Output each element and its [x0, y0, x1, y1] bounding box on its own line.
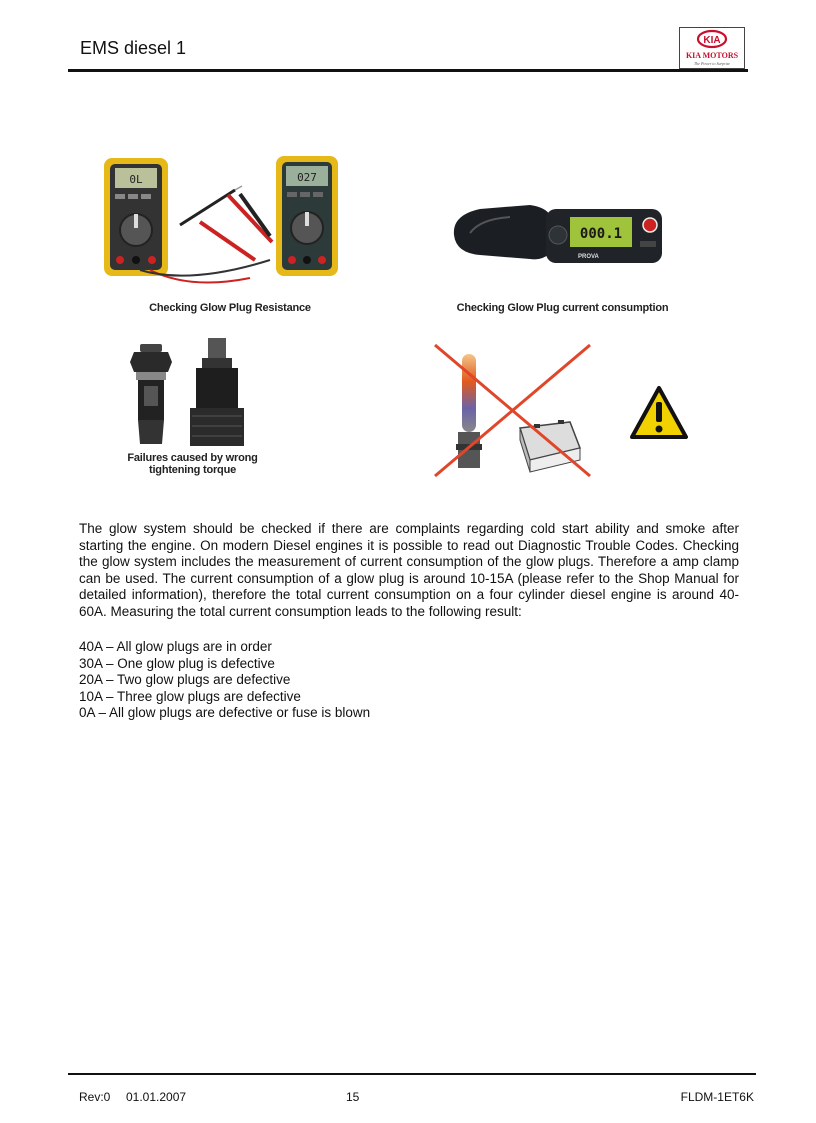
- no-battery-test-image: [430, 340, 595, 480]
- header-divider: [68, 69, 748, 72]
- torque-caption-line1: Failures caused by wrong: [127, 452, 258, 464]
- footer-revision: Rev:0: [79, 1090, 111, 1104]
- document-code: FLDM-1ET6K: [680, 1090, 754, 1104]
- svg-text:027: 027: [297, 171, 317, 184]
- page-number: 15: [346, 1090, 360, 1104]
- battery-icon: [520, 420, 580, 472]
- glow-plug-right-icon: [190, 338, 244, 446]
- body-paragraph: The glow system should be checked if there are complaints regarding cold start ability and smoke after starting the engine. On modern Diesel engines it is possible to read out Diagnostic Trouble Codes. Checking the glow system includes the measurement of current consumption of the glow plugs. Therefore a amp clamp can be used. The current consumption of a glow plug is around 10-15A (please refer to the Shop Manual for detailed information), therefore the total current consumption on a four cylinder diesel engine is around 40-60A. Measuring the total current consumption leads to the following result:: [79, 521, 739, 619]
- logo-tagline-text: The Power to Surprise: [693, 61, 731, 66]
- current-caption: Checking Glow Plug current consumption: [456, 302, 669, 314]
- page-title: EMS diesel 1: [80, 38, 187, 58]
- multimeter-left-icon: [104, 158, 168, 276]
- torque-caption: [105, 452, 280, 476]
- clamp-meter-image: [450, 195, 665, 270]
- footer-divider: [68, 1073, 756, 1075]
- glow-plug-left-icon: [130, 344, 172, 444]
- footer-date: 01.01.2007: [126, 1090, 187, 1104]
- result-item: 30A – One glow plug is defective: [79, 655, 275, 671]
- svg-text:PROVA: PROVA: [578, 254, 599, 260]
- logo-brand-text: KIA: [703, 35, 721, 46]
- cross-out-icon: [435, 345, 590, 476]
- svg-text:0L: 0L: [129, 173, 143, 186]
- result-item: 0A – All glow plugs are defective or fuse is blown: [79, 705, 371, 721]
- svg-text:000.1: 000.1: [579, 226, 623, 242]
- result-item: 20A – Two glow plugs are defective: [79, 672, 291, 688]
- glowing-plug-icon: [456, 354, 482, 468]
- multimeter-right-icon: [276, 156, 338, 276]
- damaged-glow-plugs-image: [120, 336, 268, 448]
- results-list: [79, 639, 370, 722]
- multimeter-resistance-image: [100, 150, 350, 290]
- resistance-caption: Checking Glow Plug Resistance: [149, 302, 311, 314]
- kia-motors-logo: [679, 27, 745, 69]
- logo-name-text: KIA MOTORS: [685, 51, 739, 60]
- result-item: 40A – All glow plugs are in order: [79, 639, 272, 654]
- result-item: 10A – Three glow plugs are defective: [79, 688, 301, 704]
- warning-triangle-icon: [628, 384, 690, 442]
- torque-caption-line2: tightening torque: [148, 464, 237, 476]
